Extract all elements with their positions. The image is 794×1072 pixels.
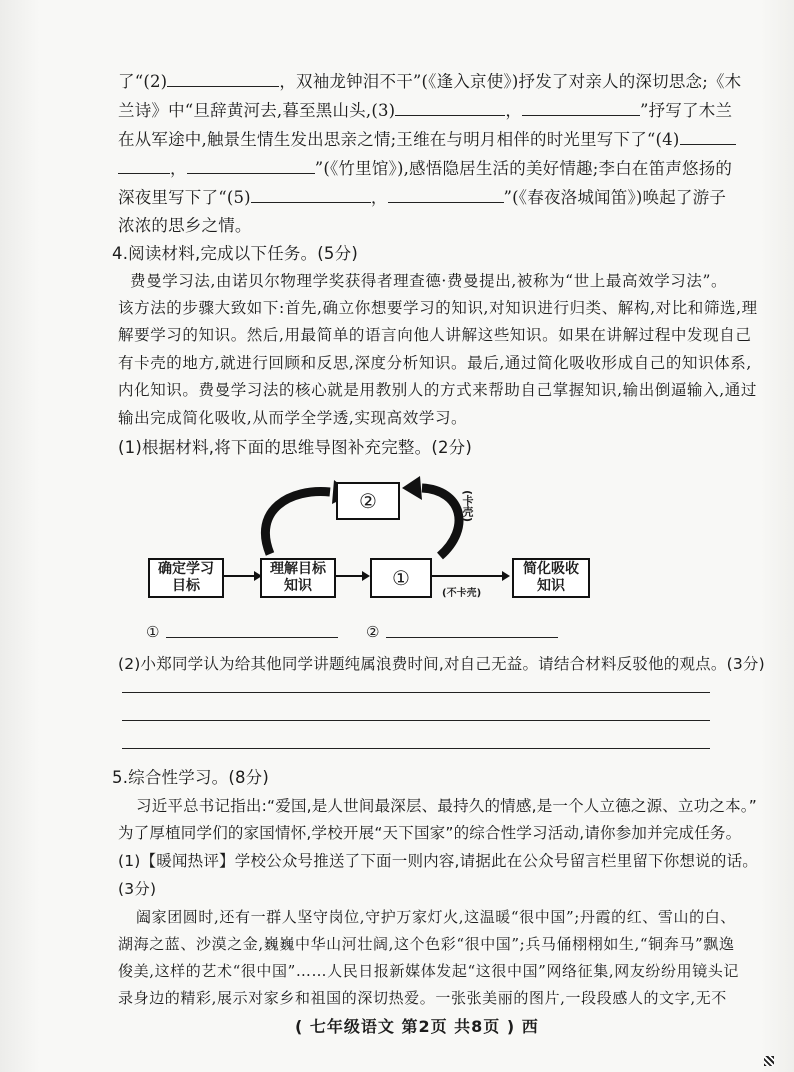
box-blank-1	[370, 558, 432, 598]
text: ，	[170, 159, 187, 178]
answer-blank[interactable]	[395, 101, 505, 116]
q4-material-line: 该方法的步骤大致如下:首先,确立你想要学习的知识,对知识进行归类、解构,对比和筛选,理	[118, 299, 758, 317]
text: ”(《春夜洛城闻笛》)唤起了游子	[503, 188, 727, 207]
q5-sub1-line: (1)【暖闻热评】学校公众号推送了下面一则内容,请据此在公众号留言栏里留下你想说的话。	[118, 852, 758, 870]
mind-map	[140, 470, 620, 620]
q5-passage-line: 湖海之蓝、沙漠之金,巍巍中华山河壮阔,这个色彩“很中国”;兵马俑栩栩如生,“铜奔马”飘逸	[118, 935, 735, 953]
label-text: (不卡壳)	[442, 588, 482, 599]
text: ”抒写了木兰	[640, 101, 733, 120]
text: 兰诗》中“旦辞黄河去,暮至黑山头,(3)	[118, 101, 396, 120]
poem-line-4	[118, 159, 732, 179]
box-define-goal	[148, 558, 224, 598]
page-footer: ( 七年级语文 第2页 共8页 ) 西	[295, 1017, 539, 1036]
answer-line[interactable]	[122, 692, 710, 693]
answer-blank-1[interactable]	[166, 637, 338, 638]
answer-blank[interactable]	[388, 188, 504, 203]
answer-blank-2[interactable]	[386, 637, 558, 638]
box-text: ①	[392, 565, 410, 590]
curved-arrow-up	[265, 492, 330, 554]
poem-line-6	[118, 216, 252, 236]
text: ，	[505, 101, 523, 120]
box-understand	[260, 558, 336, 598]
q4-material-line: 输出完成简化吸收,从而学全学透,实现高效学习。	[118, 409, 468, 427]
q4-material-line: 解要学习的知识。然后,用最简单的语言向他人讲解这些知识。如果在讲解过程中发现自己	[118, 326, 752, 344]
q5-intro-line: 习近平总书记指出:“爱国,是人世间最深层、最持久的情感,是一个人立德之源、立功之本。”	[136, 797, 757, 815]
box-blank-2	[336, 482, 400, 520]
answer-blank[interactable]	[522, 101, 640, 116]
box-simplify	[512, 558, 590, 598]
qr-code-icon	[764, 1056, 774, 1066]
box-text: 目标	[172, 578, 200, 594]
text: ，双袖龙钟泪不干”(《逢入京使》)抒发了对亲人的深切思念;《木	[279, 72, 742, 91]
q5-sub1-line: (3分)	[118, 880, 157, 898]
text: ”(《竹里馆》),感悟隐居生活的美好情趣;李白在笛声悠扬的	[314, 159, 733, 178]
answer-blank[interactable]	[118, 159, 170, 174]
answer-blank[interactable]	[680, 130, 736, 145]
box-text: 理解目标	[270, 561, 326, 577]
q5-passage-line: 阖家团圆时,还有一群人坚守岗位,守护万家灯火,这温暖“很中国”;丹霞的红、雪山的白、	[136, 908, 736, 926]
blank-label-2: ②	[366, 623, 380, 641]
q5-passage-line: 录身边的精彩,展示对家乡和祖国的深切热爱。一张张美丽的图片,一段段感人的文字,无不	[118, 989, 727, 1007]
label-not-stuck	[442, 584, 481, 599]
box-text: ②	[359, 488, 377, 513]
q4-heading: 4.阅读材料,完成以下任务。(5分)	[112, 244, 358, 263]
label-stuck	[458, 490, 474, 522]
answer-line[interactable]	[122, 748, 710, 749]
q4-material-line: 有卡壳的地方,就进行回顾和反思,深度分析知识。最后,通过简化吸收形成自己的知识体系,	[118, 354, 752, 372]
q4-material-line: 费曼学习法,由诺贝尔物理学奖获得者理查德·费曼提出,被称为“世上最高效学习法”。	[130, 272, 728, 290]
text: ，	[370, 188, 388, 207]
arrow-b-c-head	[362, 571, 370, 581]
box-text: 简化吸收	[523, 561, 579, 577]
arrow-c-d-head	[502, 571, 510, 581]
answer-blank[interactable]	[251, 188, 371, 203]
q5-heading: 5.综合性学习。(8分)	[112, 768, 270, 787]
poem-line-1	[118, 72, 741, 92]
poem-line-3	[118, 130, 736, 150]
box-text: 知识	[284, 578, 312, 594]
answer-blank[interactable]	[187, 159, 315, 174]
blank-label-1: ①	[146, 623, 160, 641]
q4-material-line: 内化知识。费曼学习法的核心就是用教别人的方式来帮助自己掌握知识,输出倒逼输入,通过	[118, 381, 757, 399]
box-text: 知识	[537, 578, 565, 594]
q5-intro-line: 为了厚植同学们的家国情怀,学校开展“天下国家”的综合性学习活动,请你参加并完成任务。	[118, 824, 742, 842]
answer-blank[interactable]	[167, 72, 279, 87]
poem-line-5	[118, 188, 726, 208]
text: 在从军途中,触景生情生发出思亲之情;王维在与明月相伴的时光里写下了“(4)	[118, 130, 680, 149]
label-text: (卡壳)	[461, 490, 474, 523]
text: 深夜里写下了“(5)	[118, 188, 251, 207]
poem-line-2	[118, 101, 732, 121]
text: 了“(2)	[118, 72, 168, 91]
box-text: 确定学习	[158, 561, 214, 577]
curved-arrow-stuck	[422, 488, 459, 556]
q5-passage-line: 俊美,这样的艺术“很中国”……人民日报新媒体发起“这很中国”网络征集,网友纷纷用镜头记	[118, 962, 740, 980]
text: 浓浓的思乡之情。	[118, 216, 252, 235]
curved-arrow-stuck-head	[402, 476, 422, 500]
q4-sub1: (1)根据材料,将下面的思维导图补充完整。(2分)	[118, 438, 472, 457]
answer-line[interactable]	[122, 720, 710, 721]
q4-sub2: (2)小郑同学认为给其他同学讲题纯属浪费时间,对自己无益。请结合材料反驳他的观点。(3分)	[118, 655, 765, 673]
